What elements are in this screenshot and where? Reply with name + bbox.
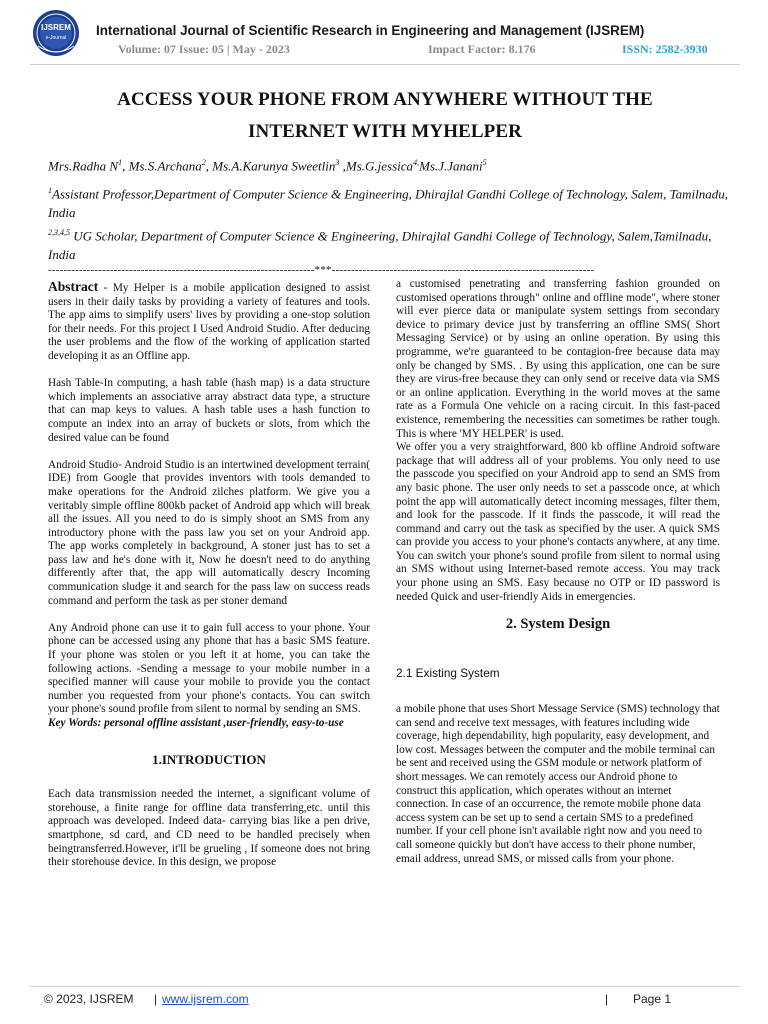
continuation-paragraph: a customised penetrating and transferring fashion grounded on customised operations through" online and offline mode", where stoner will ever pierce data or manipulate system settings from secondary device to primary device just by transferring an offline SMS( Short Messaging Service) or by using an online operation. By using this programme, we're guaranteed to be contagion-free because data may only be changed by SMS. . By using this application, one can be sure they are virus-free because they can only send or receive data via SMS or an online application. Everything in the world moves at the same rate as a Formula One vehicle on a racing circuit. In this fast-paced existence, remembering the necessities can sometimes be rather tough. This is where 'MY HELPER' is used. (396, 278, 720, 440)
affiliation-text: Assistant Professor,Department of Computer Science & Engineering, Dhirajlal Gandhi College of Technology, Salem, Tamilnadu, India (48, 186, 728, 221)
journal-header (30, 8, 740, 58)
logo-subtext: e-Journal (45, 35, 67, 41)
author-name: , Ms.A.Karunya Sweetlin (205, 158, 336, 174)
journal-name: International Journal of Scientific Research in Engineering and Management (IJSREM) (96, 23, 645, 38)
offer-paragraph: We offer you a very straightforward, 800 kb offline Android software package that will address all of your problems. You only need to use the passcode you specified on your Android app to send an SMS from any basic phone. The user only needs to set a passcode once, at which point the app will automatically detect incoming messages, filter them, and look for the passcode. If it finds the passcode, it will read the command and carry out the task as specified by the user. A quick SMS can provide you access to your phone's contacts anywhere, at any time. You can switch your phone's sound profile from silent to normal using an SMS without using Internet-based remote access. You may track your phone using an SMS. Easy because no OTP or ID password is needed Quick and user-friendly Aids in emergencies. (396, 441, 720, 603)
header-divider (30, 64, 740, 65)
author-name: , Ms.S.Archana (122, 158, 202, 174)
author-sup: 5 (482, 158, 487, 167)
title-line-2: INTERNET WITH MYHELPER (248, 121, 522, 142)
affiliation-1 (48, 181, 738, 222)
footer-divider-mark-2: | (605, 992, 609, 1006)
abstract-text: - My Helper is a mobile application designed to assist users in their daily tasks by providing a variety of features and tools. The app aims to simplify users' lives by providing a one-stop solution for their needs. For this project I Used Android Studio. After deducing the user problems and the flow of the working of application started developing it as an Offline app. (48, 282, 370, 362)
affiliation-text: UG Scholar, Department of Computer Science & Engineering, Dhirajlal Gandhi College of Technology, Salem,Tamilnadu, India (48, 228, 712, 263)
left-column (48, 280, 370, 883)
keywords-label: Key Words (48, 717, 98, 729)
logo-text: IJSREM (41, 23, 71, 32)
section-separator: ---------------------------------------------------------------------***-------------------------------------------------------------------- (48, 264, 595, 276)
system-design-heading: 2. System Design (505, 615, 611, 632)
hash-table-paragraph: Hash Table-In computing, a hash table (hash map) is a data structure which implements an associative array abstract data type, a structure that can map keys to values. A hash table uses a hash function to compute an index into an array of buckets or slots, from which the desired value can be found (48, 377, 370, 444)
ijsrem-logo (30, 8, 82, 58)
website-link[interactable]: www.ijsrem.com (162, 992, 249, 1006)
keywords-paragraph (48, 717, 370, 731)
footer-divider-mark: | (154, 992, 158, 1006)
existing-system-paragraph: a mobile phone that uses Short Message Service (SMS) technology that can send and receive text messages, with features including wide coverage, high dependability, high popularity, easy development, and low cost. Messages between the computer and the mobile terminal can be sent and received using the GSM module or network platform of short messages. We can remotely access our Android phone to construct this application, which operates without an internet connection. In case of an occurrence, the remote mobile phone data access system can be set up to send a certain SMS to a predefined number. If your cell phone isn't available right now and you need to call someone quickly but don't have access to their phone number, email address, unread SMS, or missed calls from your phone. (396, 703, 720, 865)
affiliation-2 (48, 223, 738, 264)
author-list (48, 158, 487, 174)
affiliation-sup: 2,3,4,5 (48, 228, 70, 237)
abstract-label: Abstract (48, 279, 99, 294)
title-line-1: ACCESS YOUR PHONE FROM ANYWHERE WITHOUT THE (117, 89, 653, 110)
introduction-paragraph: Each data transmission needed the internet, a significant volume of storehouse, a finite range for offline data transferring,etc. until this approach was developed. Indeed data- carrying bias like a pen drive, smartphone, sd card, and CD need to be handled precisely when beingtransferred.However, it'll be grueling , If someone does not bring their storehouse device. In this design, we propose (48, 788, 370, 869)
author-name: Mrs.Radha N (48, 158, 119, 174)
issn: ISSN: 2582-3930 (622, 42, 708, 56)
any-android-paragraph: Any Android phone can use it to gain full access to your phone. Your phone can be accessed using any phone that has a basic SMS feature. If your phone was stolen or you left it at home, you can take the following actions. -Sending a message to your mobile number in a specified manner will cause your mobile to provide you the contact number you requested from your phone's contacts. You can switch your phone's sound profile from silent to normal by sending an SMS. (48, 621, 370, 716)
existing-system-heading: 2.1 Existing System (396, 666, 500, 681)
right-column (396, 278, 720, 880)
footer-divider (30, 986, 740, 987)
author-name: ,Ms.G.jessica (339, 158, 414, 174)
abstract-paragraph (48, 280, 370, 364)
impact-factor: Impact Factor: 8.176 (428, 42, 536, 56)
author-name: Ms.J.Janani (419, 158, 483, 174)
android-studio-paragraph: Android Studio- Android Studio is an intertwined development terrain( IDE) from Google that provides inventors with tools demanded to make operations for the Android zilches platform. We give you a veritably simple offline 800kb packet of Android app which will break all the issues. All you need to do is simply shoot an SMS from any introductory phone with the pass law you set on your Android app. The app works completely in background, A stoner just has to set a pass law and he's done with it, Now he doesn't need to do anything differently after that, the app will automatically descry Incoming communication sludge it and search for the pass law on success reads command and perform the task as per stoner demand (48, 458, 370, 607)
footer-copyright: © 2023, IJSREM (44, 992, 134, 1006)
paper-title (40, 84, 730, 148)
introduction-heading: 1.INTRODUCTION (152, 751, 266, 767)
page-number: Page 1 (633, 992, 672, 1006)
keywords-text: : personal offline assistant ,user-friendly, easy-to-use (97, 717, 344, 729)
author-sup: 1 (118, 158, 123, 167)
affiliation-sup: 1 (48, 186, 52, 195)
footer-website-link[interactable] (162, 992, 249, 1006)
author-sup: 2 (201, 158, 206, 167)
author-sup: 3 (335, 158, 340, 167)
author-sup: 4, (413, 158, 420, 167)
volume-issue: Volume: 07 Issue: 05 | May - 2023 (118, 42, 290, 56)
